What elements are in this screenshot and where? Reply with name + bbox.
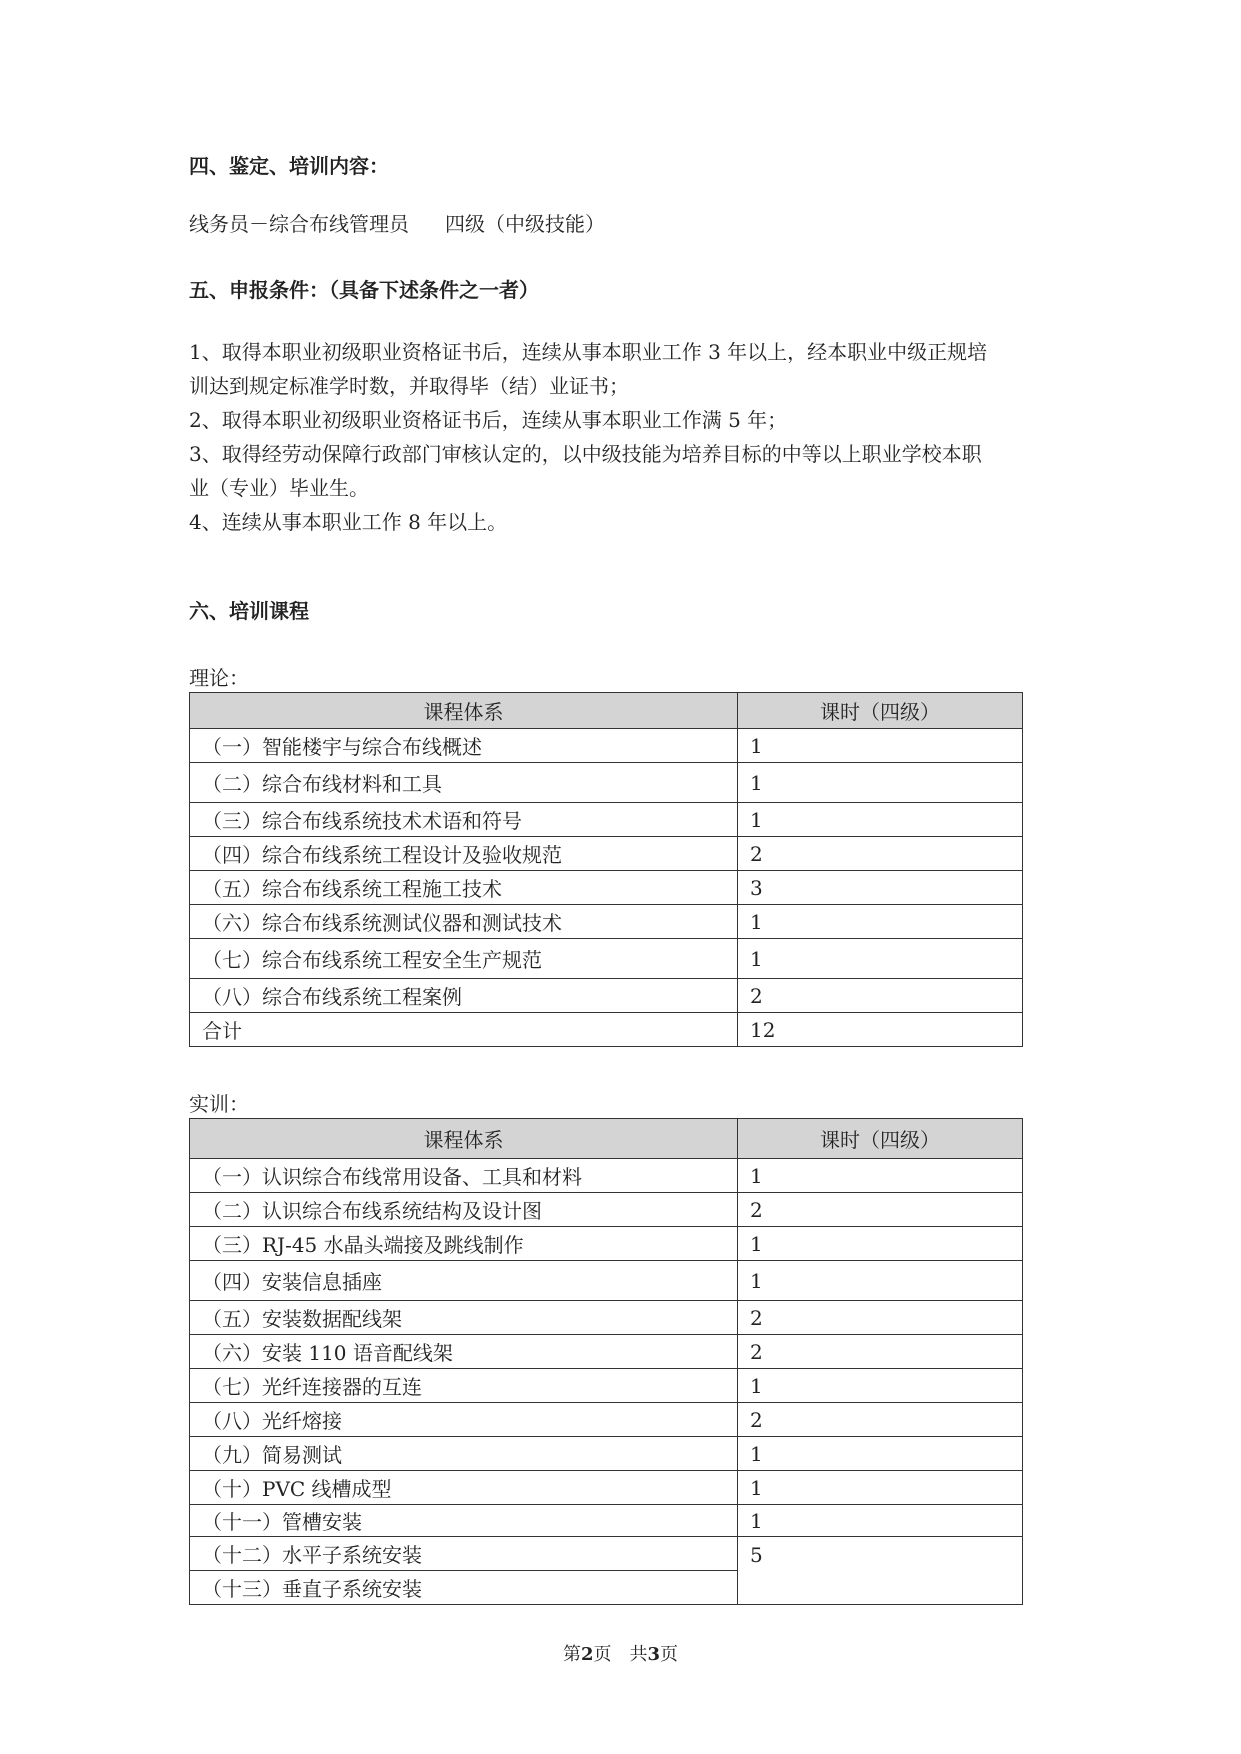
header-hours: 课时（四级）: [738, 1119, 1023, 1159]
table-row: [190, 1403, 1023, 1437]
table-row: [190, 1335, 1023, 1369]
course-cell: （四）综合布线系统工程设计及验收规范: [190, 837, 738, 871]
total-hours-cell: 12: [738, 1013, 1023, 1047]
table-row: [190, 905, 1023, 939]
theory-label: 理论：: [189, 666, 249, 690]
condition-line: 4、连续从事本职业工作 8 年以上。: [189, 510, 508, 534]
course-cell: （十一）管槽安装: [190, 1505, 738, 1537]
table-row: [190, 1193, 1023, 1227]
section6-heading: 六、培训课程: [189, 599, 309, 623]
hours-cell: 2: [738, 1301, 1023, 1335]
qualification-line: [189, 212, 605, 236]
table-row: [190, 1369, 1023, 1403]
hours-cell: 1: [738, 1159, 1023, 1193]
course-cell: （十）PVC 线槽成型: [190, 1471, 738, 1505]
header-hours: 课时（四级）: [738, 693, 1023, 729]
table-row: [190, 803, 1023, 837]
table-header-row: [190, 693, 1023, 729]
hours-cell: 1: [738, 1369, 1023, 1403]
course-cell: （七）光纤连接器的互连: [190, 1369, 738, 1403]
course-cell: （六）综合布线系统测试仪器和测试技术: [190, 905, 738, 939]
course-cell: （三）RJ-45 水晶头端接及跳线制作: [190, 1227, 738, 1261]
occupation-text: 线务员－综合布线管理员: [189, 212, 409, 236]
table-row: [190, 1437, 1023, 1471]
header-course: 课程体系: [190, 693, 738, 729]
hours-cell: 1: [738, 1505, 1023, 1537]
course-cell: （七）综合布线系统工程安全生产规范: [190, 939, 738, 979]
hours-cell: 1: [738, 905, 1023, 939]
section4-heading: 四、鉴定、培训内容：: [189, 154, 389, 178]
hours-cell: 1: [738, 803, 1023, 837]
course-cell: （六）安装 110 语音配线架: [190, 1335, 738, 1369]
course-cell: （五）安装数据配线架: [190, 1301, 738, 1335]
table-row: [190, 1537, 1023, 1571]
header-course: 课程体系: [190, 1119, 738, 1159]
conditions-paragraph: [189, 335, 1069, 539]
hours-cell: 1: [738, 729, 1023, 763]
table-total-row: [190, 1013, 1023, 1047]
course-cell: （十二）水平子系统安装: [190, 1537, 738, 1571]
hours-cell: 2: [738, 1335, 1023, 1369]
condition-line: 1、取得本职业初级职业资格证书后，连续从事本职业工作 3 年以上，经本职业中级正规培: [189, 340, 988, 364]
table-row: [190, 1159, 1023, 1193]
page-footer: [0, 1640, 1241, 1666]
table-header-row: [190, 1119, 1023, 1159]
table-row: [190, 871, 1023, 905]
footer-mid: 页 共: [593, 1644, 648, 1665]
course-cell: （一）智能楼宇与综合布线概述: [190, 729, 738, 763]
table-row: [190, 1261, 1023, 1301]
table-row: [190, 837, 1023, 871]
hours-cell: 2: [738, 1403, 1023, 1437]
condition-line: 2、取得本职业初级职业资格证书后，连续从事本职业工作满 5 年；: [189, 408, 788, 432]
section5-heading: 五、申报条件：（具备下述条件之一者）: [189, 278, 539, 302]
course-cell: （三）综合布线系统技术术语和符号: [190, 803, 738, 837]
practice-label: 实训：: [189, 1092, 249, 1116]
table-row: [190, 939, 1023, 979]
hours-cell: 1: [738, 1227, 1023, 1261]
level-text: 四级（中级技能）: [445, 212, 605, 236]
condition-line: 3、取得经劳动保障行政部门审核认定的，以中级技能为培养目标的中等以上职业学校本职: [189, 442, 982, 466]
page-number: 2: [580, 1644, 594, 1665]
course-cell: （十三）垂直子系统安装: [190, 1571, 738, 1605]
practice-table: [189, 1118, 1023, 1605]
theory-table: [189, 692, 1023, 1047]
table-row: [190, 979, 1023, 1013]
hours-cell: 3: [738, 871, 1023, 905]
footer-prefix: 第: [562, 1644, 581, 1665]
footer-suffix: 页: [660, 1644, 679, 1665]
course-cell: （二）综合布线材料和工具: [190, 763, 738, 803]
table-row: [190, 1227, 1023, 1261]
hours-cell: 2: [738, 837, 1023, 871]
hours-cell: 1: [738, 1261, 1023, 1301]
table-row: [190, 1505, 1023, 1537]
course-cell: （五）综合布线系统工程施工技术: [190, 871, 738, 905]
hours-cell: 2: [738, 979, 1023, 1013]
table-row: [190, 763, 1023, 803]
hours-cell: 1: [738, 939, 1023, 979]
condition-line: 业（专业）毕业生。: [189, 476, 369, 500]
hours-cell: 1: [738, 1437, 1023, 1471]
hours-cell-merged: 5: [738, 1537, 1023, 1605]
table-row: [190, 1301, 1023, 1335]
table-row: [190, 729, 1023, 763]
course-cell: （四）安装信息插座: [190, 1261, 738, 1301]
table-row: [190, 1471, 1023, 1505]
course-cell: （九）简易测试: [190, 1437, 738, 1471]
condition-line: 训达到规定标准学时数，并取得毕（结）业证书；: [189, 374, 629, 398]
course-cell: （一）认识综合布线常用设备、工具和材料: [190, 1159, 738, 1193]
total-label-cell: 合计: [190, 1013, 738, 1047]
hours-cell: 2: [738, 1193, 1023, 1227]
course-cell: （二）认识综合布线系统结构及设计图: [190, 1193, 738, 1227]
course-cell: （八）光纤熔接: [190, 1403, 738, 1437]
hours-cell: 1: [738, 763, 1023, 803]
course-cell: （八）综合布线系统工程案例: [190, 979, 738, 1013]
hours-cell: 1: [738, 1471, 1023, 1505]
page-total: 3: [647, 1644, 661, 1665]
